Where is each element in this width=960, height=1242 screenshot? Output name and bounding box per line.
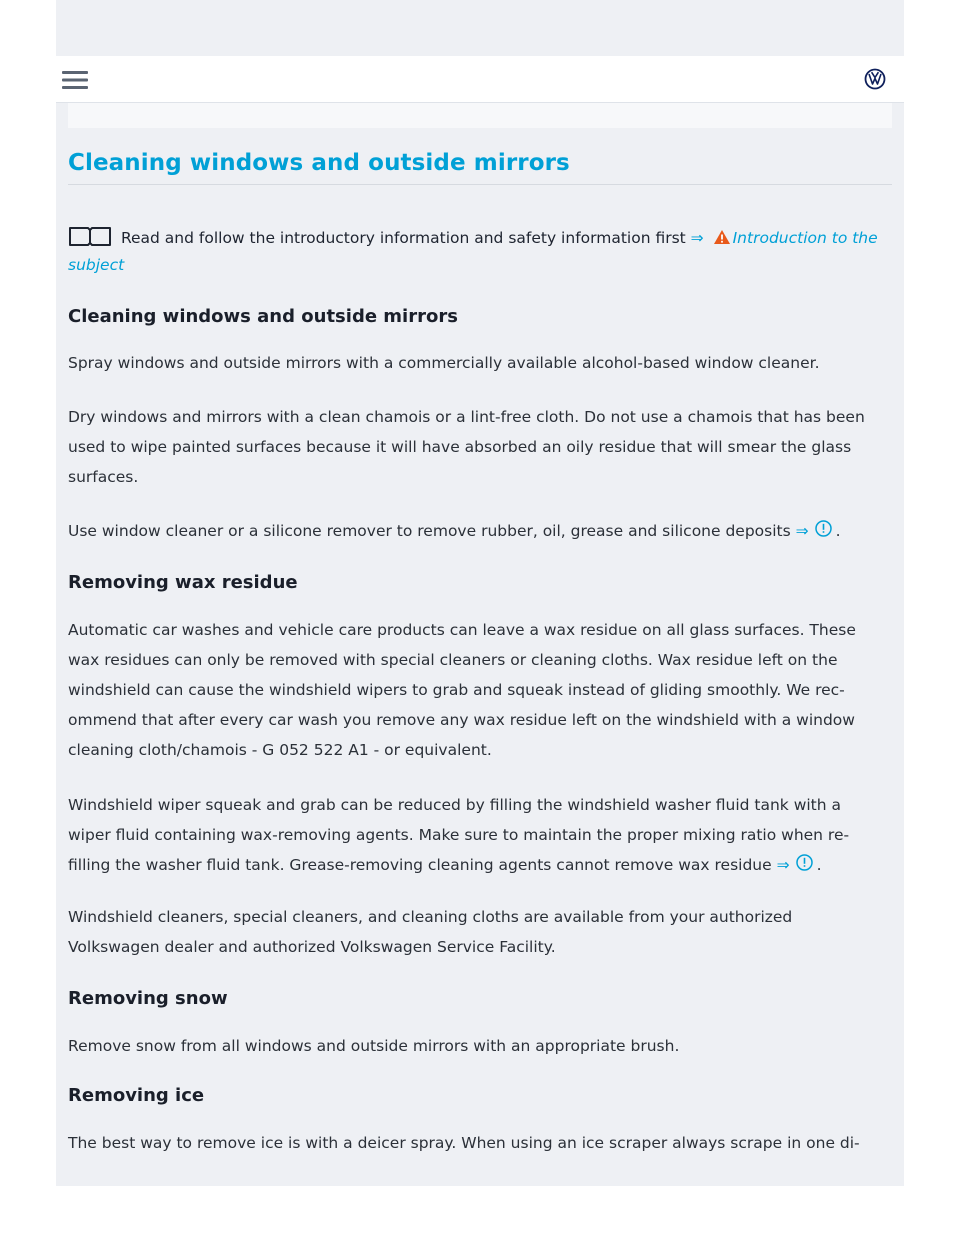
paragraph-wax-line4: ommend that after every car wash you remove any wax residue left on the windshield with a window [68, 711, 855, 729]
paragraph-wiper-line1: Windshield wiper squeak and grab can be reduced by filling the windshield washer fluid tank with a [68, 796, 842, 814]
paragraph-wiper-line3: filling the washer fluid tank. Grease-removing cleaning agents cannot remove wax residue [68, 856, 772, 874]
paragraph-wax-line1: Automatic car washes and vehicle care products can leave a wax residue on all glass surfaces. These [68, 621, 856, 639]
paragraph-spray: Spray windows and outside mirrors with a commercially available alcohol-based window cleaner. [68, 354, 820, 372]
paragraph-wiper: Windshield wiper squeak and grab can be reduced by filling the windshield washer fluid tank with a wiper fluid containing wax-removing agents. Make sure to maintain the proper mixing ratio when re- filling the washer fluid tank. Grease-removing cleaning agents cannot remove wax residue ⇒ . [68, 796, 850, 874]
paragraph-silicone-text: Use window cleaner or a silicone remover to remove rubber, oil, grease and silicone deposits [68, 522, 791, 540]
vw-logo-icon[interactable] [864, 68, 886, 90]
hamburger-menu-icon[interactable] [62, 70, 88, 90]
paragraph-snow: Remove snow from all windows and outside mirrors with an appropriate brush. [68, 1037, 680, 1055]
paragraph-dry-line1: Dry windows and mirrors with a clean chamois or a lint-free cloth. Do not use a chamois that has been [68, 408, 865, 426]
arrow-link[interactable]: ⇒ [776, 856, 790, 874]
arrow-link[interactable]: ⇒ [690, 229, 704, 247]
book-icon [68, 225, 112, 247]
paragraph-cleaners-line1: Windshield cleaners, special cleaners, and cleaning cloths are available from your authorized [68, 908, 793, 926]
paragraph-wax-line2: wax residues can only be removed with special cleaners or cleaning cloths. Wax residue left on the [68, 651, 838, 669]
paragraph-silicone: Use window cleaner or a silicone remover to remove rubber, oil, grease and silicone deposits ⇒ . [68, 522, 841, 540]
paragraph-ice: The best way to remove ice is with a deicer spray. When using an ice scraper always scrape in one di- [68, 1134, 860, 1152]
paragraph-wax-line3: windshield can cause the windshield wipers to grab and squeak instead of gliding smoothly. We rec- [68, 681, 845, 699]
subheading-wax: Removing wax residue [68, 572, 298, 593]
paragraph-wiper-line2: wiper fluid containing wax-removing agents. Make sure to maintain the proper mixing ratio when re- [68, 826, 850, 844]
subheading-cleaning: Cleaning windows and outside mirrors [68, 306, 458, 327]
intro-notice [68, 225, 892, 279]
arrow-link[interactable]: ⇒ [795, 522, 809, 540]
paragraph-dry-line3: surfaces. [68, 468, 139, 486]
subheading-snow: Removing snow [68, 988, 228, 1009]
paragraph-dry-line2: used to wipe painted surfaces because it will have absorbed an oily residue that will smear the glass [68, 438, 852, 456]
notice-icon[interactable] [815, 520, 832, 537]
subheading-ice: Removing ice [68, 1085, 205, 1106]
paragraph-cleaners [68, 902, 892, 962]
intro-link-line1[interactable]: Introduction to the [732, 229, 878, 247]
notice-icon[interactable] [796, 854, 813, 871]
top-bar [56, 56, 904, 103]
paragraph-cleaners-line2: Volkswagen dealer and authorized Volkswagen Service Facility. [68, 938, 556, 956]
paragraph-wax [68, 615, 892, 765]
intro-text: Read and follow the introductory information and safety information first [120, 229, 686, 247]
paragraph-dry [68, 402, 892, 492]
intro-link-line2[interactable]: subject [68, 256, 125, 274]
page-title: Cleaning windows and outside mirrors [68, 150, 892, 185]
main-content [68, 150, 892, 1152]
paragraph-wax-line5: cleaning cloth/chamois - G 052 522 A1 - or equivalent. [68, 741, 492, 759]
warning-icon [713, 229, 731, 245]
